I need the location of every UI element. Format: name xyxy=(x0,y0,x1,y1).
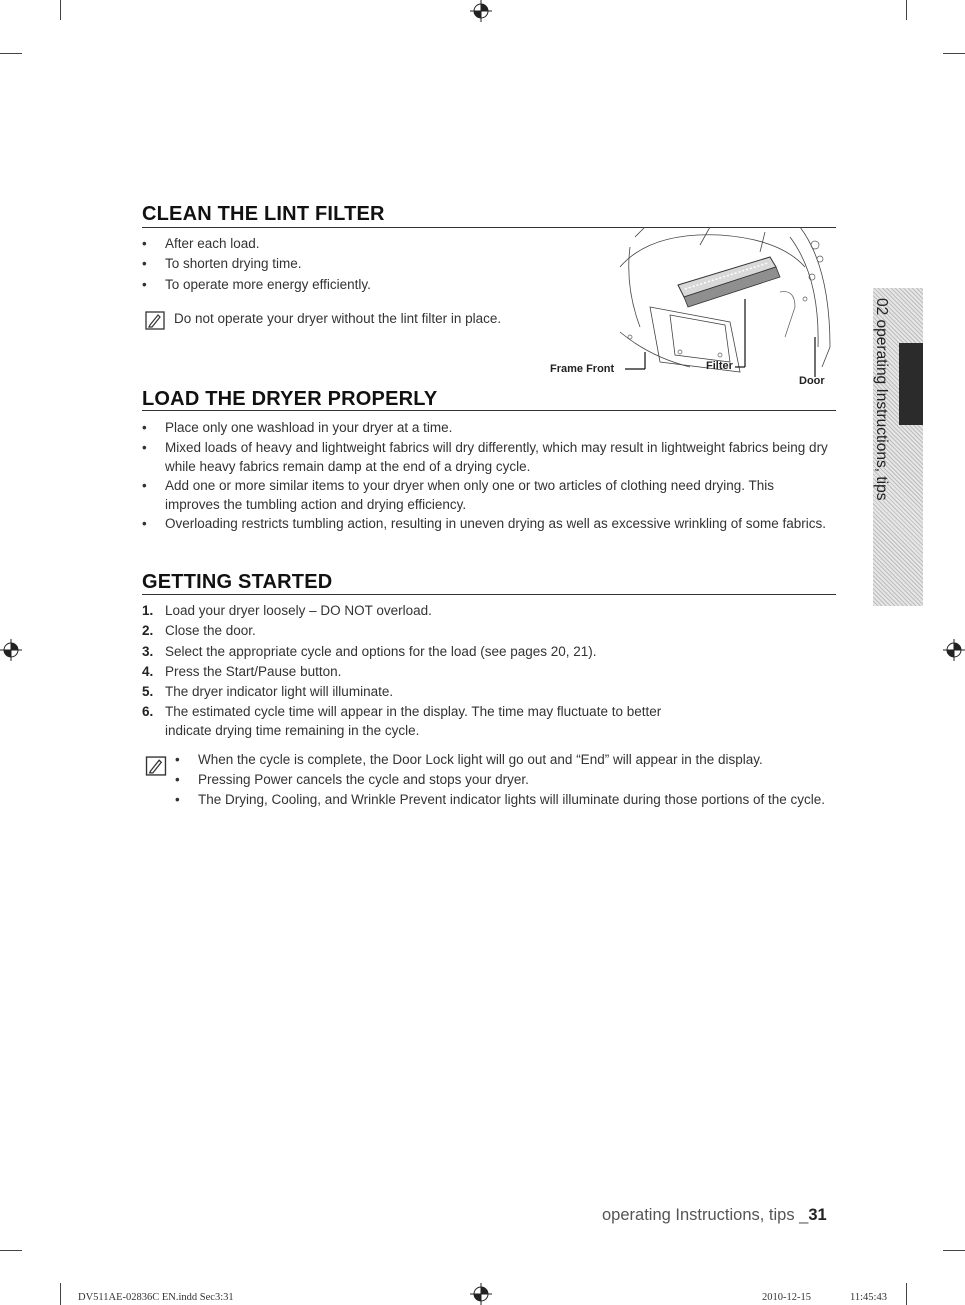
lint-bullet: • After each load. xyxy=(142,236,260,251)
load-bullet: • Add one or more similar items to your dryer when only one or two articles of clothing need drying. This improves the tumbling action and drying efficiency. xyxy=(142,478,775,512)
registration-mark-icon xyxy=(0,639,22,661)
side-tab-marker xyxy=(899,343,923,425)
note-icon xyxy=(145,756,167,776)
step-item: 5. The dryer indicator light will illuminate. xyxy=(142,684,394,699)
lint-bullet: • To shorten drying time. xyxy=(142,256,302,271)
step-item: 4. Press the Start/Pause button. xyxy=(142,664,342,679)
page-number: 31 xyxy=(808,1206,827,1224)
slug-time: 11:45:43 xyxy=(850,1292,887,1303)
start-note: • When the cycle is complete, the Door Lock light will go out and “End” will appear in the display. xyxy=(175,752,763,767)
load-heading: LOAD THE DRYER PROPERLY xyxy=(142,388,438,410)
footer-section-label: operating Instructions, tips _ xyxy=(602,1206,809,1224)
start-heading: GETTING STARTED xyxy=(142,571,333,593)
note-icon xyxy=(145,311,165,330)
lint-note: Do not operate your dryer without the lint filter in place. xyxy=(174,311,502,326)
slug-file: DV511AE-02836C EN.indd Sec3:31 xyxy=(78,1292,234,1303)
crop-mark xyxy=(60,1283,61,1305)
page-footer xyxy=(602,1206,827,1225)
side-tab-label: 02 operating Instructions, tips xyxy=(873,298,890,501)
crop-mark xyxy=(0,53,22,54)
lint-bullet: • To operate more energy efficiently. xyxy=(142,277,371,292)
step-item: 3. Select the appropriate cycle and options for the load (see pages 20, 21). xyxy=(142,644,597,659)
step-item: 2. Close the door. xyxy=(142,623,256,638)
slug-date: 2010-12-15 xyxy=(762,1292,811,1303)
heading-rule xyxy=(142,594,836,595)
heading-rule xyxy=(142,410,836,411)
start-note: • Pressing Power cancels the cycle and stops your dryer. xyxy=(175,772,529,787)
crop-mark xyxy=(906,1283,907,1305)
registration-mark-icon xyxy=(470,1283,492,1305)
step-item: 1. Load your dryer loosely – DO NOT overload. xyxy=(142,603,432,618)
crop-mark xyxy=(943,53,965,54)
load-bullet: • Overloading restricts tumbling action, resulting in uneven drying as well as excessive wrinkling of some fabrics. xyxy=(142,516,827,531)
step-item: 6. The estimated cycle time will appear in the display. The time may fluctuate to better indicate drying time remaining in the cycle. xyxy=(142,704,662,738)
crop-mark xyxy=(906,0,907,20)
filter-label: Filter xyxy=(706,360,733,372)
registration-mark-icon xyxy=(470,0,492,22)
registration-mark-icon xyxy=(943,639,965,661)
frame-front-label: Frame Front xyxy=(550,363,615,375)
lint-heading: CLEAN THE LINT FILTER xyxy=(142,203,385,225)
door-label: Door xyxy=(799,375,825,387)
load-bullet: • Mixed loads of heavy and lightweight fabrics will dry differently, which may result in lightweight fabrics being dry while heavy fabrics remain damp at the end of a drying cycle. xyxy=(142,440,828,474)
crop-mark xyxy=(60,0,61,20)
crop-mark xyxy=(0,1250,22,1251)
crop-mark xyxy=(943,1250,965,1251)
start-note: • The Drying, Cooling, and Wrinkle Prevent indicator lights will illuminate during those portions of the cycle. xyxy=(175,792,826,807)
load-bullet: • Place only one washload in your dryer at a time. xyxy=(142,420,453,435)
